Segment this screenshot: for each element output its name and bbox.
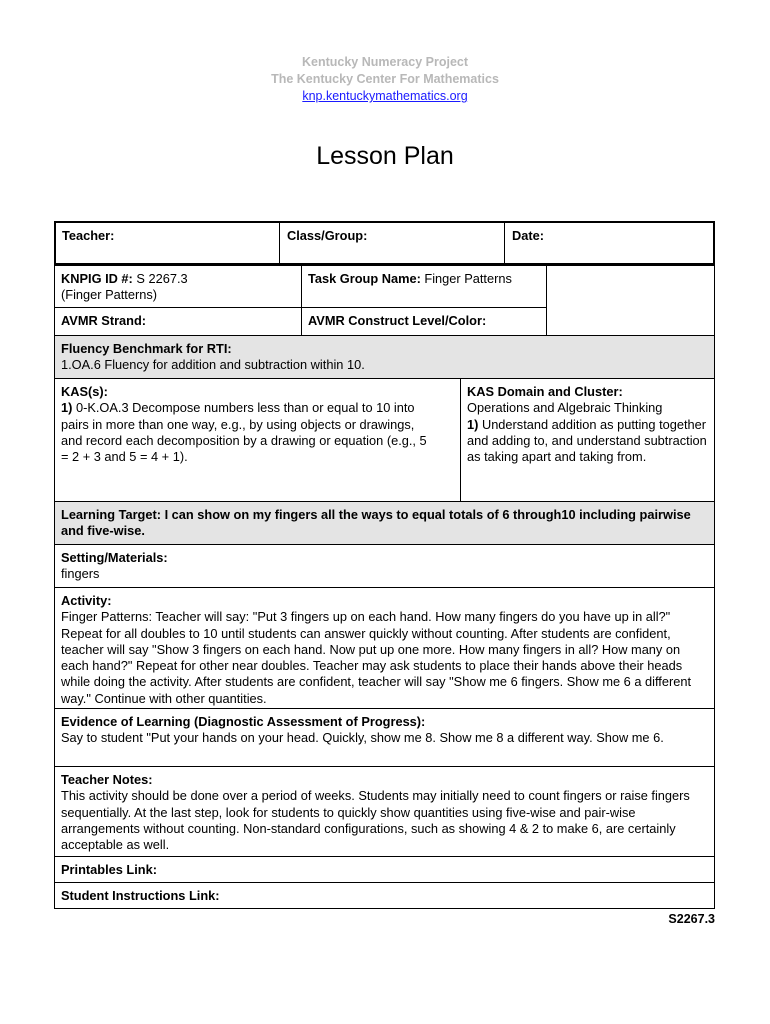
activity-label: Activity: [61, 593, 112, 608]
kas-domain-cell [460, 378, 715, 502]
fluency-label: Fluency Benchmark for RTI: [61, 341, 232, 356]
footer-code: S2267.3 [668, 912, 715, 926]
knpig-sub: (Finger Patterns) [61, 287, 158, 303]
printables-link[interactable]: Printables Link: [54, 856, 715, 883]
kas-cell [54, 378, 461, 502]
teacher-notes-text: This activity should be done over a period of weeks. Students may initially need to count fingers or raise fingers sequentially. At the last step, look for students to quickly show quantities using five-wise and pair-wise arrangements without counting. Non-standard configurations, such as showing 4 & 2 to make 6, are certainly acceptable as well. [61, 788, 690, 853]
evidence-label: Evidence of Learning (Diagnostic Assessment of Progress): [61, 714, 426, 729]
knpig-value: S 2267.3 [132, 271, 188, 286]
evidence-text: Say to student "Put your hands on your head. Quickly, show me 8. Show me 8 a different way. Show me 6. [61, 730, 664, 746]
center-name: The Kentucky Center For Mathematics [271, 72, 499, 86]
page-title: Lesson Plan [316, 142, 454, 170]
setting-text: fingers [61, 566, 100, 582]
kas-num: 1) [61, 400, 73, 416]
blank-cell [546, 265, 715, 336]
website-link-wrap [0, 89, 770, 103]
kas-domain-num: 1) [467, 416, 479, 432]
learning-target: Learning Target: I can show on my fingers all the ways to equal totals of 6 through10 including pairwise and five-wise. [54, 501, 715, 545]
avmr-construct-label: AVMR Construct Level/Color: [301, 307, 547, 336]
avmr-strand-label: AVMR Strand: [54, 307, 302, 336]
project-name: Kentucky Numeracy Project [301, 55, 469, 69]
setting-materials [54, 544, 715, 588]
evidence-of-learning [54, 708, 715, 767]
student-instructions-link[interactable]: Student Instructions Link: [54, 882, 715, 909]
website-link[interactable]: knp.kentuckymathematics.org [302, 89, 468, 103]
date-label: Date: [512, 228, 544, 243]
class-group-label: Class/Group: [287, 228, 368, 243]
knpig-label: KNPIG ID #: [61, 271, 133, 286]
kas-domain-text: Operations and Algebraic Thinking [467, 400, 663, 416]
knpig-cell [54, 265, 302, 308]
task-group-cell [301, 265, 547, 308]
kas-label: KAS(s): [61, 384, 108, 399]
kas-text: 0-K.OA.3 Decompose numbers less than or equal to 10 into pairs in more than one way, e.g., by using objects or drawings, and record each decomposition by a drawing or equation (e.g., 5 = 2 + 3 and 5 = 4 + 1). [61, 400, 427, 465]
task-group-label: Task Group Name: [308, 271, 421, 286]
teacher-notes-label: Teacher Notes: [61, 772, 153, 787]
fluency-benchmark [54, 335, 715, 379]
task-group-value: Finger Patterns [420, 271, 512, 286]
kas-domain-item: Understand addition as putting together and adding to, and understand subtraction as taking apart and taking from. [467, 416, 707, 465]
teacher-notes [54, 766, 715, 857]
fluency-text: 1.OA.6 Fluency for addition and subtraction within 10. [61, 357, 365, 373]
setting-label: Setting/Materials: [61, 550, 168, 565]
kas-domain-label: KAS Domain and Cluster: [467, 384, 623, 399]
teacher-label: Teacher: [62, 228, 115, 243]
activity [54, 587, 715, 709]
activity-text: Finger Patterns: Teacher will say: "Put 3 fingers up on each hand. How many fingers do you have up in all?" Repeat for all doubles to 10 until students can answer quickly without counting. After students are confident, teacher will say "Show 3 fingers on each hand. Now put up one more. How many fingers in all? How many on each hand?" Repeat for other near doubles. Teacher may ask students to place their hands above their heads while doing the activity. After students are confident, teacher will say "Show me 6 fingers. Show me 6 a different way." Continue with other quantities. [61, 609, 692, 706]
